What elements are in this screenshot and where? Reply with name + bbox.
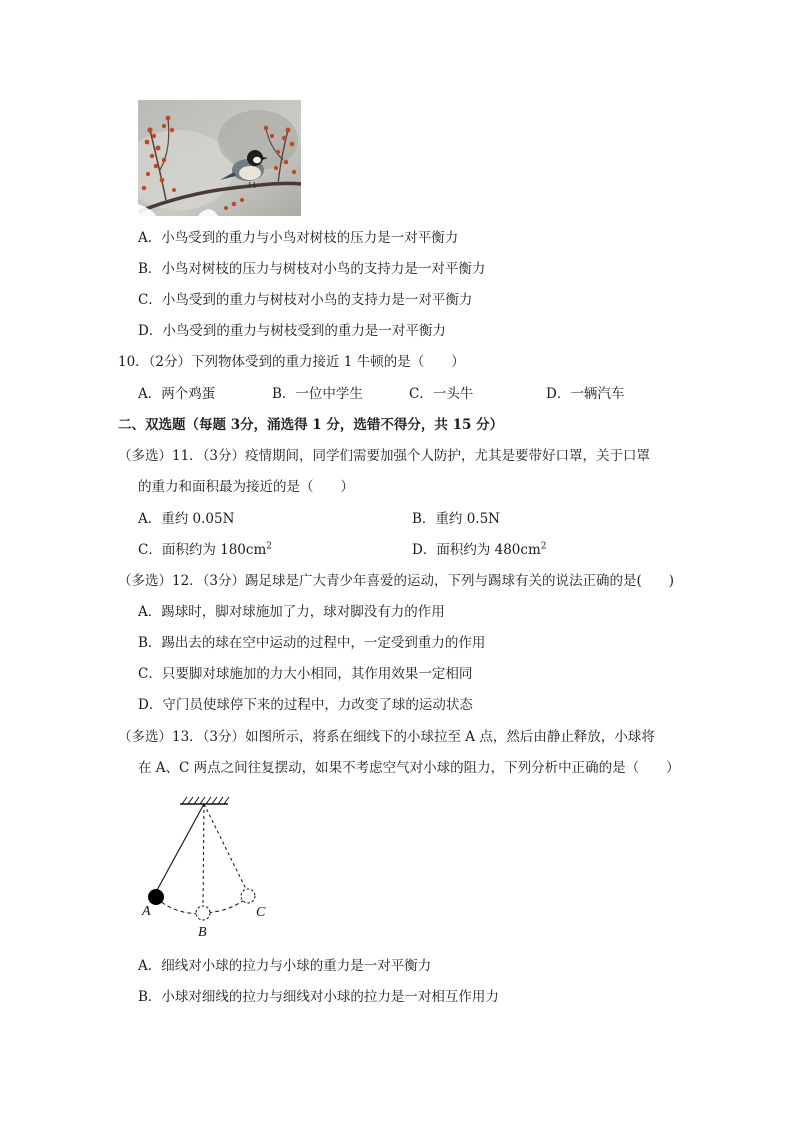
q13-stem-line1: （多选）13．（3分）如图所示，将系在细线下的小球拉至 A 点，然后由静止释放，小球将 [118, 729, 655, 745]
q10-option-b: B．一位中学生 [272, 386, 363, 402]
ball-a [148, 889, 164, 905]
q13-option-a: A．细线对小球的拉力与小球的重力是一对平衡力 [138, 958, 432, 974]
label-a: A [142, 904, 151, 919]
q10-option-c: C．一头牛 [409, 386, 474, 402]
q9-option-b: B．小鸟对树枝的压力与树枝对小鸟的支持力是一对平衡力 [138, 261, 486, 277]
pendulum-diagram [138, 792, 278, 942]
q11-stem-line2: 的重力和面积最为接近的是（ ） [138, 479, 354, 495]
q11-option-c: C．面积约为 $180cm^2$ [138, 541, 272, 558]
q13-stem-line2: 在 A、C 两点之间往复摆动，如果不考虑空气对小球的阻力，下列分析中正确的是（ ） [138, 760, 680, 776]
ball-c [241, 889, 255, 903]
string-c [204, 804, 246, 889]
q11-option-b: B．重约 0.5N [412, 511, 500, 527]
label-b: B [198, 925, 207, 940]
q12-option-c: C．只要脚对球施加的力大小相同，其作用效果一定相同 [138, 666, 473, 682]
q11-option-d: D．面积约为 $480cm^2$ [412, 541, 547, 558]
q10-stem: 10．（2分）下列物体受到的重力接近 1 牛顿的是（ ） [118, 354, 465, 370]
q12-stem: （多选）12．（3分）踢足球是广大青少年喜爱的运动，下列与踢球有关的说法正确的是( ) [118, 573, 675, 589]
q11-option-c-exponent: 2 [266, 541, 272, 552]
string-a [156, 804, 204, 892]
q12-option-a: A．踢球时，脚对球施加了力，球对脚没有力的作用 [138, 604, 445, 620]
q11-stem-line1: （多选）11．（3分）疫情期间，同学们需要加强个人防护，尤其是要带好口罩，关于口罩 [118, 448, 651, 464]
q9-option-c: C．小鸟受到的重力与树枝对小鸟的支持力是一对平衡力 [138, 292, 473, 308]
q13-option-b: B．小球对细线的拉力与细线对小球的拉力是一对相互作用力 [138, 989, 499, 1005]
q9-option-a: A．小鸟受到的重力与小鸟对树枝的压力是一对平衡力 [138, 230, 459, 246]
q9-option-d: D．小鸟受到的重力与树枝受到的重力是一对平衡力 [138, 323, 446, 339]
q10-option-d: D．一辆汽车 [546, 386, 625, 402]
ball-b [196, 906, 210, 920]
q12-option-d: D．守门员使球停下来的过程中，力改变了球的运动状态 [138, 697, 473, 713]
q11-option-d-exponent: 2 [540, 541, 547, 552]
q10-option-a: A．两个鸡蛋 [138, 386, 216, 402]
q12-option-b: B．踢出去的球在空中运动的过程中，一定受到重力的作用 [138, 635, 486, 651]
string-b [203, 804, 204, 906]
ceiling-hatching [182, 797, 229, 804]
bird-on-branch-photo [138, 100, 301, 216]
section-heading: 二、双选题（每题 3分，涌选得 1 分，选错不得分，共 15 分） [118, 417, 504, 433]
q11-option-a: A．重约 0.05N [138, 511, 235, 527]
label-c: C [256, 905, 266, 920]
